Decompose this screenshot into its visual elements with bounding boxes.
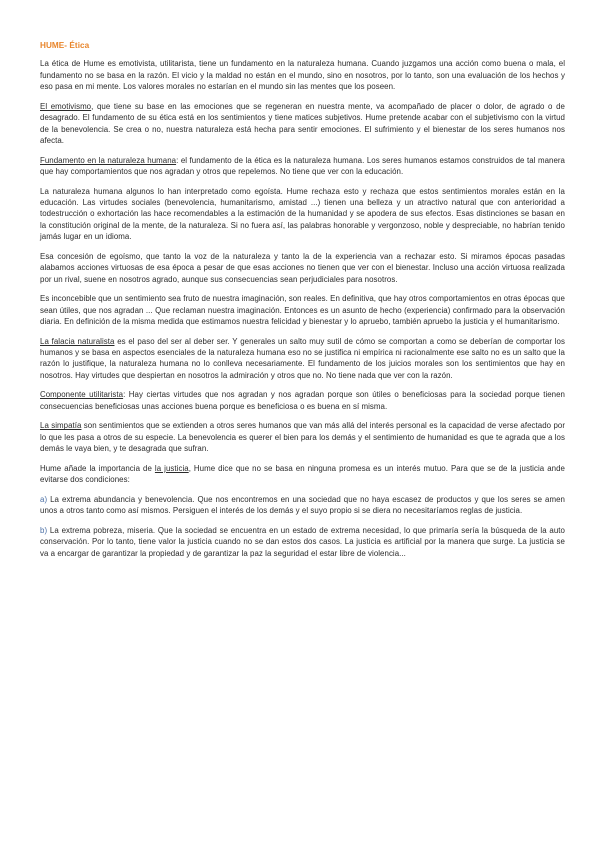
paragraph-sentimiento: Es inconcebible que un sentimiento sea fruto de nuestra imaginación, son reales. En definitiva, que hay otros comportamientos en otras épocas que sean útiles, que nos agradan ... Que reclaman nuestra imaginación. Entonces es un asunto de hecho (experiencia) confirmado para la observación diaria. En definición de la misma medida que estimamos nuestra felicidad y bienestar y lo apruebo, también apruebo la justicia y el humanitarismo. xyxy=(40,294,565,327)
term-emotivismo: El emotivismo xyxy=(40,101,92,111)
condition-b-text: La extrema pobreza, miseria. Que la sociedad se encuentra en un estado de extrema necesidad, lo que primaría sería la búsqueda de la auto conservación. Por lo tanto, tiene valor la justicia cuando no se dan estos dos casos. La justicia es artificial por la manera que surge. La justicia se va a encargar de garantizar la propiedad y de garantizar la paz la seguridad el estar libre de violencia... xyxy=(40,525,565,558)
paragraph-falacia-text: es el paso del ser al deber ser. Y generales un salto muy sutil de cómo se comportan a como se deberían de comportar los humanos y se basa en aspectos esenciales de la naturaleza humana eso no se justifica ni empírica ni racionalmente ese salto no es un salto que la razón lo justifique, la naturaleza humana no lo conlleva necesariamente. El fundamento de los juicios morales son los sentimientos que hay en nosotros. Hay virtudes que despiertan en nosotros la admiración y otros que no. No tiene nada que ver con la razón. xyxy=(40,336,565,380)
paragraph-simpatia-text: son sentimientos que se extienden a otros seres humanos que van más allá del interés personal es la capacidad de verse afectado por lo que les pasa a otros de su especie. La benevolencia es querer el bien para los demás y el sentimiento de humanidad es que te agrada que a los demás le vaya bien, y te desagrada que sufran. xyxy=(40,421,566,454)
paragraph-naturaleza-egoista: La naturaleza humana algunos lo han interpretado como egoísta. Hume rechaza esto y rechaza que estos sentimientos morales están en la educación. Las virtudes sociales (benevolencia, humanitarismo, amistad ...) tienen una belleza y un atractivo natural que con anterioridad a todestrucción o exhortación las hace recomendables a la estimación de la humanidad y se apodera de sus efectos. Esas distinciones se basan en la constitución original de la mente, de la naturaleza. Si no fuera así, las palabras honorable y vergonzoso, noble y despreciable, no habrían tenido jamás lugar en un idioma. xyxy=(40,186,565,242)
document-title: HUME- Ética xyxy=(40,41,90,50)
condition-a-marker: a) xyxy=(40,494,48,504)
term-justicia: la justicia xyxy=(154,463,189,473)
term-simpatia: La simpatía xyxy=(40,421,82,431)
condition-b-marker: b) xyxy=(40,525,48,535)
condition-b xyxy=(40,525,565,559)
condition-a xyxy=(40,494,565,517)
term-falacia: La falacia naturalista xyxy=(40,336,115,346)
condition-a-text: La extrema abundancia y benevolencia. Que nos encontremos en una sociedad que no haya escasez de productos y que los seres se amen unos a otros tanto como así mismos. Persiguen el interés de los demás y el suyo propio si se diera no necesitaríamos reglas de justicia. xyxy=(40,494,565,516)
paragraph-fundamento-text: : el fundamento de la ética es la naturaleza humana. Los seres humanos estamos construidos de tal manera que hay comportamientos que nos agradan y otros que repelemos. No tiene que ver con la educación. xyxy=(40,155,565,177)
paragraph-justicia-lead: Hume añade la importancia de xyxy=(40,463,155,473)
paragraph-fundamento xyxy=(40,155,565,178)
paragraph-intro: La ética de Hume es emotivista, utilitarista, tiene un fundamento en la naturaleza humana. Cuando juzgamos una acción como buena o mala, el fundamento no se basa en la razón. El vicio y la maldad no están en el mundo, sino en nosotros, por lo tanto, son una evaluación de los hechos y eso pasa en mi mente. Los valores morales no estarían en el mundo sin las mentes que los poseen. xyxy=(40,59,565,92)
paragraph-justicia-text: , Hume dice que no se basa en ninguna promesa es un interés mutuo. Para que se de la justicia ande evitarse dos condiciones: xyxy=(40,463,565,485)
term-fundamento: Fundamento en la naturaleza humana xyxy=(40,155,177,165)
paragraph-utilitarista xyxy=(40,389,565,412)
paragraph-egoismo: Esa concesión de egoísmo, que tanto la voz de la naturaleza y tanto la de la experiencia van a rechazar esto. Si miramos épocas pasadas alabamos acciones virtuosas de esa época a pesar de que esas acciones no tienen que ver con el bienestar. Incluso una acción virtuosa realizada por un rival, suene en nosotros agrado, aunque sus consecuencias sean perjudiciales para nosotros. xyxy=(40,251,565,284)
paragraph-emotivismo-text: , que tiene su base en las emociones que se regeneran en nuestra mente, va acompañado de placer o dolor, de agrado o de desagrado. El fundamento de su ética está en los sentimientos y tiene matices subjetivos. Hume pretende acabar con el subjetivismo con la virtud de la benevolencia. Se crea o no, nuestra naturaleza está hecha para sentir emociones. El sufrimiento y el bienestar de los seres humanos nos afecta. xyxy=(40,101,565,146)
document-page xyxy=(40,40,565,567)
paragraph-falacia xyxy=(40,336,565,382)
term-utilitarista: Componente utilitarista xyxy=(40,390,124,400)
paragraph-justicia xyxy=(40,463,565,486)
paragraph-emotivismo xyxy=(40,101,565,147)
paragraph-simpatia xyxy=(40,420,565,454)
paragraph-utilitarista-text: : Hay ciertas virtudes que nos agradan y nos agradan porque son útiles o beneficiosas para la sociedad porque tienen consecuencias beneficiosas unas acciones buena porque es beneficiosa o es buena en sí misma. xyxy=(40,390,565,411)
